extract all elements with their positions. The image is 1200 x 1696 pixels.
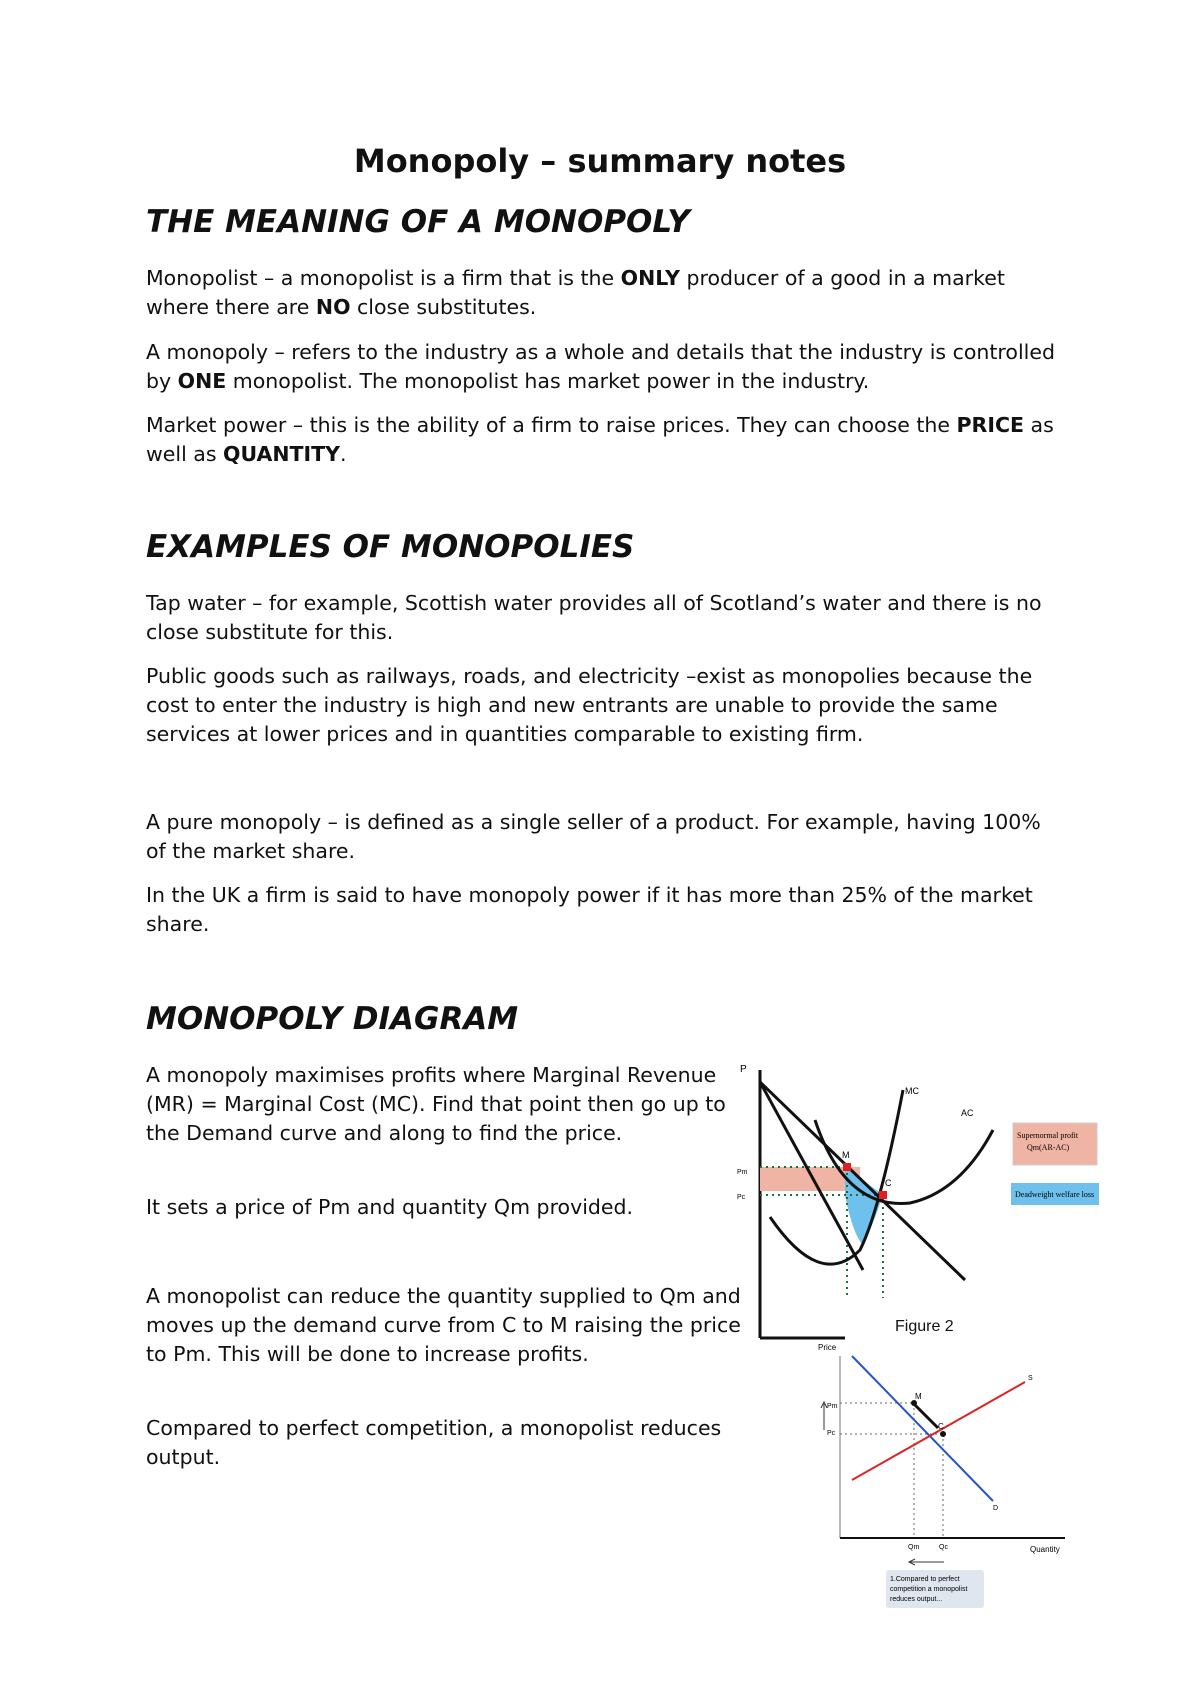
paragraph-monopolist-definition: Monopolist – a monopolist is a firm that is the ONLY producer of a good in a market where there are NO close substitutes. — [146, 266, 1005, 319]
paragraph-profit-maximisation: A monopoly maximises profits where Marginal Revenue (MR) = Marginal Cost (MC). Find that point then go up to the Demand curve and along to find the price. — [146, 1063, 726, 1145]
legend-supernormal-line1: Supernormal profit — [1017, 1131, 1079, 1140]
paragraph-uk-monopoly-power: In the UK a firm is said to have monopoly power if it has more than 25% of the market share. — [146, 883, 1033, 936]
fig2-supply-curve — [852, 1382, 1025, 1480]
fig2-note-line3: reduces output... — [890, 1596, 943, 1603]
fig1-pc-label: Pc — [737, 1194, 746, 1201]
paragraph-pure-monopoly: A pure monopoly – is defined as a single seller of a product. For example, having 100% of the market share. — [146, 810, 1041, 863]
fig1-p-label: P — [740, 1064, 747, 1075]
fig2-c-label: C — [938, 1422, 944, 1431]
fig2-quantity-label: Quantity — [1030, 1545, 1060, 1554]
legend-supernormal-line2: Qm(AR-AC) — [1027, 1143, 1070, 1152]
heading-meaning: THE MEANING OF A MONOPOLY — [146, 204, 690, 240]
fig2-demand-curve — [852, 1356, 993, 1501]
paragraph-market-power: Market power – this is the ability of a firm to raise prices. They can choose the PRICE as well as QUANTITY. — [146, 413, 1054, 466]
paragraph-public-goods: Public goods such as railways, roads, and electricity –exist as monopolies because the cost to enter the industry is high and new entrants are unable to provide the same services at lower prices and in quantities comparable to existing firm. — [146, 664, 1033, 746]
heading-examples: EXAMPLES OF MONOPOLIES — [146, 529, 635, 565]
fig2-qm-label: Qm — [908, 1544, 920, 1551]
fig2-d-label: D — [993, 1505, 999, 1512]
fig2-price-label: Price — [818, 1343, 837, 1352]
heading-diagram: MONOPOLY DIAGRAM — [146, 1001, 519, 1037]
fig1-ac-label: AC — [961, 1108, 974, 1118]
paragraph-price-quantity: It sets a price of Pm and quantity Qm provided. — [146, 1195, 634, 1219]
legend-dwl-text: Deadweight welfare loss — [1015, 1190, 1095, 1199]
fig2-pm-label: Pm — [827, 1403, 838, 1410]
fig2-point-c — [940, 1431, 946, 1437]
fig2-note-line2: competition a monopolist — [890, 1586, 968, 1593]
paragraph-reduce-quantity: A monopolist can reduce the quantity supplied to Qm and moves up the demand curve from C to M raising the price to Pm. This will be done to increase profits. — [146, 1284, 741, 1366]
page-title: Monopoly – summary notes — [353, 142, 847, 180]
fig2-qc-label: Qc — [939, 1544, 948, 1551]
fig2-note-line1: 1.Compared to perfect — [890, 1576, 960, 1583]
fig1-mc-label: MC — [905, 1086, 919, 1096]
fig1-point-m — [843, 1163, 851, 1171]
monopoly-diagram — [735, 1060, 1135, 1350]
supply-demand-diagram — [800, 1318, 1090, 1613]
paragraph-perfect-competition: Compared to perfect competition, a monopolist reduces output. — [146, 1416, 722, 1469]
fig1-c-label: C — [885, 1178, 892, 1188]
fig2-m-label: M — [915, 1392, 922, 1401]
paragraph-monopoly-definition: A monopoly – refers to the industry as a whole and details that the industry is controlled by ONE monopolist. The monopolist has market power in the industry. — [146, 340, 1055, 393]
fig1-pm-label: Pm — [737, 1169, 748, 1176]
figure2-title: Figure 2 — [895, 1318, 954, 1335]
paragraph-tap-water: Tap water – for example, Scottish water provides all of Scotland’s water and there is no close substitute for this. — [146, 591, 1042, 644]
fig1-m-label: M — [842, 1150, 850, 1160]
fig2-pc-label: Pc — [827, 1430, 836, 1437]
fig2-s-label: S — [1028, 1375, 1033, 1382]
fig1-point-c — [879, 1191, 887, 1199]
